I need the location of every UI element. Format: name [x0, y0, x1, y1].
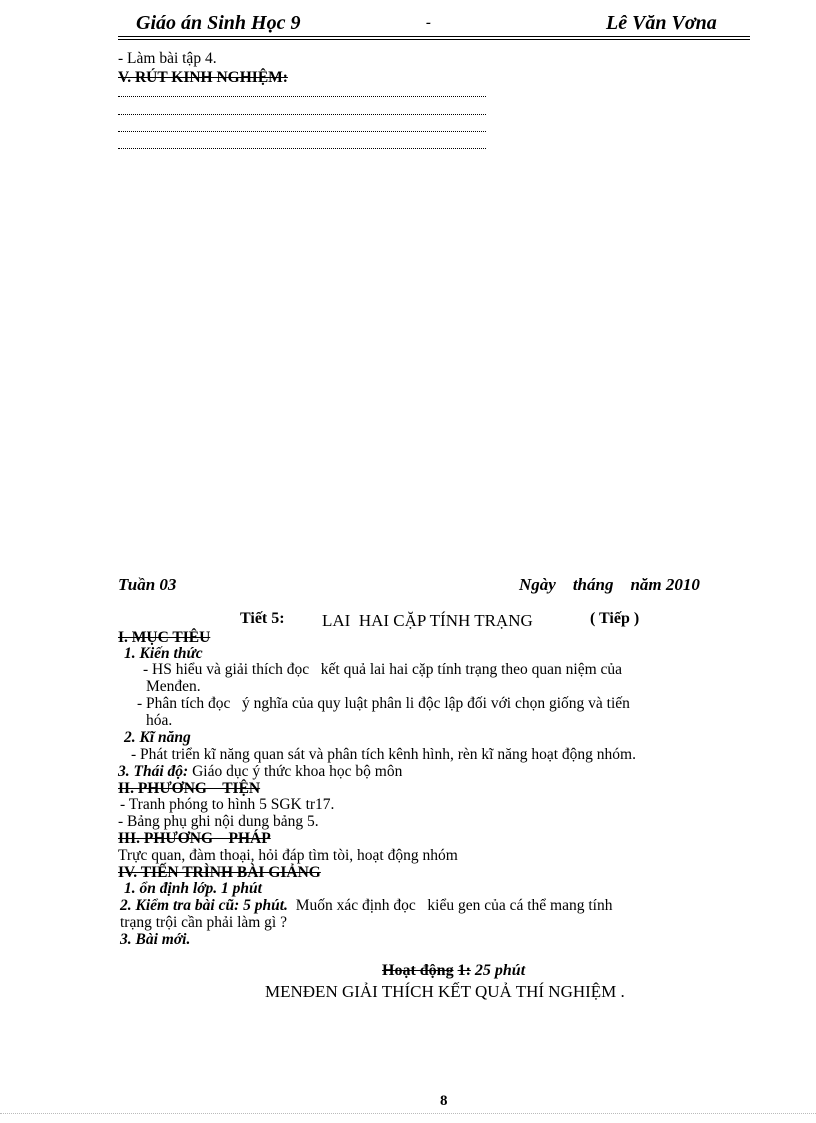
knowledge-item-2-cont: hóa.: [146, 712, 173, 729]
header-author: Lê Văn Vơna: [606, 12, 717, 34]
process-step-3: 3. Bài mới.: [120, 931, 191, 948]
attitude-label: 3. Thái độ:: [118, 763, 189, 780]
week-label: Tuần 03: [118, 575, 177, 594]
dotted-line: [118, 96, 486, 97]
skills-heading: 2. Kĩ năng: [124, 729, 191, 746]
process-step-2: [120, 897, 612, 914]
section-objectives-heading: I. MỤC TIÊU: [118, 629, 211, 646]
skills-item: - Phát triển kĩ năng quan sát và phân tích kênh hình, rèn kĩ năng hoạt động nhóm.: [131, 746, 636, 763]
section-methods-heading: III. PHƯƠNG PHÁP: [118, 830, 271, 847]
knowledge-heading: 1. Kiến thức: [124, 645, 203, 662]
process-step-2-text: Muốn xác định đọc kiểu gen của cá thể mang tính: [295, 897, 613, 914]
attitude-line: [118, 763, 402, 780]
date-label: Ngày tháng năm 2010: [519, 575, 700, 594]
section-means-heading: II. PHƯƠNG TIỆN: [118, 780, 261, 797]
activity-heading: [382, 962, 525, 980]
section-process-heading: IV. TIẾN TRÌNH BÀI GIẢNG: [118, 864, 321, 881]
activity-title: MENĐEN GIẢI THÍCH KẾT QUẢ THÍ NGHIỆM .: [265, 982, 625, 1001]
knowledge-item-1: - HS hiểu và giải thích đọc kết quả lai hai cặp tính trạng theo quan niệm của: [143, 661, 623, 678]
dotted-line: [118, 131, 486, 132]
lesson-title: LAI HAI CẶP TÍNH TRẠNG: [322, 611, 533, 630]
dotted-line: [118, 148, 486, 149]
means-item-2: - Bảng phụ ghi nội dung bảng 5.: [118, 813, 319, 830]
dotted-line: [118, 114, 486, 115]
header-course-title: Giáo án Sinh Học 9: [136, 12, 301, 34]
page-number: 8: [440, 1093, 448, 1109]
header-separator: -: [426, 15, 431, 31]
process-step-2-cont: trạng trội cần phải làm gì ?: [120, 914, 287, 931]
period-label: Tiết 5:: [240, 610, 285, 627]
process-step-1: 1. ổn định lớp. 1 phút: [124, 880, 262, 897]
activity-label: Hoạt động: [382, 962, 454, 979]
knowledge-item-1-cont: Menđen.: [146, 678, 201, 695]
methods-text: Trực quan, đàm thoại, hỏi đáp tìm tòi, hoạt động nhóm: [118, 847, 458, 864]
means-item-1: - Tranh phóng to hình 5 SGK tr17.: [120, 796, 335, 813]
review-heading: V. RÚT KINH NGHIỆM:: [118, 69, 288, 86]
activity-time: 25 phút: [474, 962, 526, 979]
lesson-continued: ( Tiếp ): [590, 610, 640, 627]
footer-dotted-border: [0, 1113, 816, 1114]
activity-number: 1:: [457, 962, 471, 979]
header-rule: [118, 36, 750, 37]
header-rule-thin: [118, 39, 750, 40]
homework-line: - Làm bài tập 4.: [118, 50, 217, 67]
knowledge-item-2: - Phân tích đọc ý nghĩa của quy luật phân li độc lập đối với chọn giống và tiến: [137, 695, 630, 712]
attitude-text: Giáo dục ý thức khoa học bộ môn: [192, 763, 403, 780]
process-step-2-label: 2. Kiểm tra bài cũ: 5 phút.: [120, 897, 288, 914]
